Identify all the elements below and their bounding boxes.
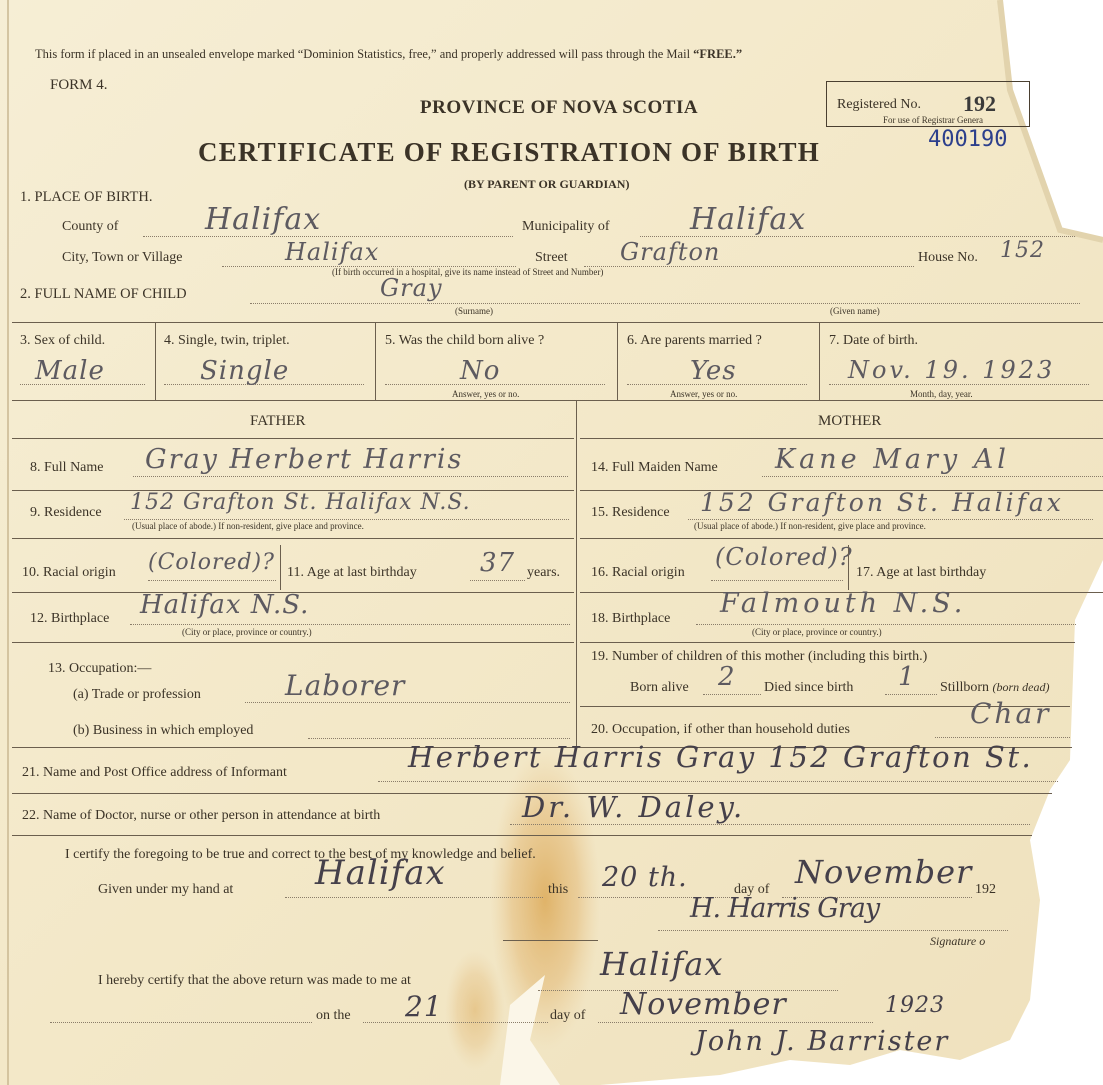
married-caption: Answer, yes or no. (670, 389, 738, 399)
father-name-value: Gray Herbert Harris (145, 444, 464, 475)
province-title: PROVINCE OF NOVA SCOTIA (420, 97, 699, 118)
mother-birthplace-caption: (City or place, province or country.) (752, 627, 882, 637)
this-label: this (548, 882, 569, 897)
married-label: 6. Are parents married ? (627, 333, 762, 348)
stillborn-text: Stillborn (940, 680, 990, 695)
certify-statement: I certify the foregoing to be true and correct to the best of my knowledge and belief. (65, 847, 536, 862)
mother-name-label: 14. Full Maiden Name (591, 460, 718, 475)
alive-caption: Answer, yes or no. (452, 389, 520, 399)
mother-occupation-label: 20. Occupation, if other than household duties (591, 722, 850, 737)
registrar-statement: I hereby certify that the above return was made to me at (98, 973, 411, 988)
given-label: Given under my hand at (98, 882, 234, 897)
mother-race-value: (Colored)? (715, 543, 853, 571)
registrar-note: For use of Registrar Genera (883, 115, 983, 125)
certify-year-prefix: 192 (975, 882, 996, 897)
father-occupation-label: 13. Occupation:— (48, 661, 152, 676)
married-value: Yes (690, 356, 737, 386)
informant-label: 21. Name and Post Office address of Informant (22, 765, 287, 780)
mother-residence-caption: (Usual place of abode.) If non-resident, give place and province. (694, 521, 926, 531)
father-race-value: (Colored)? (148, 550, 275, 575)
father-heading: FATHER (250, 413, 306, 429)
dob-caption: Month, day, year. (910, 389, 973, 399)
doctor-value: Dr. W. Daley. (522, 790, 746, 824)
registered-label: Registered No. (837, 97, 921, 112)
father-residence-caption: (Usual place of abode.) If non-resident, give place and province. (132, 521, 364, 531)
informant-signature: H. Harris Gray (690, 893, 880, 924)
born-alive-label: Born alive (630, 680, 689, 695)
father-trade-label: (a) Trade or profession (73, 687, 201, 702)
mother-race-label: 16. Racial origin (591, 565, 685, 580)
born-alive-value: 2 (718, 662, 736, 692)
registrar-day-of-label: day of (550, 1008, 586, 1023)
registrar-on-the-label: on the (316, 1008, 351, 1023)
dob-label: 7. Date of birth. (829, 333, 919, 348)
notice-text: This form if placed in an unsealed envelope marked “Dominion Statistics, free,” and properly addressed will pass throu (35, 47, 633, 61)
father-age-value: 37 (480, 548, 516, 578)
stamped-number: 400190 (928, 127, 1008, 152)
father-residence-value: 152 Grafton St. Halifax N.S. (130, 490, 471, 515)
form-number: FORM 4. (50, 77, 108, 93)
notice-free: “FREE.” (693, 47, 743, 61)
father-residence-label: 9. Residence (30, 505, 102, 520)
house-label: House No. (918, 250, 978, 265)
street-label: Street (535, 250, 568, 265)
mother-age-label: 17. Age at last birthday (856, 565, 987, 580)
died-label: Died since birth (764, 680, 854, 695)
father-race-label: 10. Racial origin (22, 565, 116, 580)
mother-residence-label: 15. Residence (591, 505, 670, 520)
father-age-label: 11. Age at last birthday (287, 565, 417, 580)
municipality-value: Halifax (690, 202, 807, 237)
died-value: 1 (898, 662, 916, 692)
place-section-label: 1. PLACE OF BIRTH. (20, 189, 153, 205)
certificate-subtitle: (BY PARENT OR GUARDIAN) (464, 177, 630, 191)
stillborn-caption: (born dead) (992, 680, 1050, 694)
dob-value: Nov. 19. 1923 (848, 356, 1056, 384)
alive-label: 5. Was the child born alive ? (385, 333, 545, 348)
plurality-label: 4. Single, twin, triplet. (164, 333, 290, 348)
certificate-title: CERTIFICATE OF REGISTRATION OF BIRTH (198, 137, 820, 167)
father-birthplace-label: 12. Birthplace (30, 611, 110, 626)
father-age-unit: years. (527, 565, 561, 580)
father-birthplace-caption: (City or place, province or country.) (182, 627, 312, 637)
given-name-caption: (Given name) (830, 306, 880, 316)
registered-number: 192 (963, 91, 996, 116)
plurality-value: Single (200, 356, 290, 386)
hospital-note: (If birth occurred in a hospital, give its name instead of Street and Number) (332, 267, 604, 277)
registrar-place-value: Halifax (600, 945, 724, 983)
registrar-day-value: 21 (405, 990, 443, 1023)
notice-text-end: gh the Mail (632, 47, 694, 61)
child-surname: Gray (380, 274, 443, 302)
county-label: County of (62, 219, 119, 234)
certify-day-of-label: day of (734, 882, 770, 897)
doctor-label: 22. Name of Doctor, nurse or other person in attendance at birth (22, 808, 381, 823)
registrar-month-value: November (620, 987, 787, 1022)
sex-value: Male (35, 356, 105, 386)
father-birthplace-value: Halifax N.S. (140, 590, 310, 620)
sex-label: 3. Sex of child. (20, 333, 106, 348)
father-trade-value: Laborer (285, 669, 406, 702)
mother-birthplace-value: Falmouth N.S. (720, 588, 967, 619)
municipality-label: Municipality of (522, 219, 610, 234)
county-value: Halifax (205, 202, 322, 237)
mother-name-value: Kane Mary Al (775, 444, 1010, 475)
father-name-label: 8. Full Name (30, 460, 104, 475)
city-value: Halifax (285, 238, 380, 266)
mother-birthplace-label: 18. Birthplace (591, 611, 671, 626)
informant-value: Herbert Harris Gray 152 Grafton St. (408, 740, 1034, 774)
mother-residence-value: 152 Grafton St. Halifax (700, 488, 1064, 517)
child-name-label: 2. FULL NAME OF CHILD (20, 286, 187, 302)
stillborn-label (940, 681, 1050, 695)
mother-heading: MOTHER (818, 413, 882, 429)
water-stain (445, 950, 505, 1070)
father-business-label: (b) Business in which employed (73, 723, 254, 738)
postal-notice (35, 48, 742, 61)
mother-occupation-value: Char (970, 697, 1052, 730)
city-label: City, Town or Village (62, 250, 183, 265)
registrar-signature: John J. Barrister (695, 1026, 950, 1057)
surname-caption: (Surname) (455, 306, 493, 316)
street-value: Grafton (620, 238, 721, 266)
signature-label: Signature o (930, 934, 986, 948)
house-value: 152 (1000, 238, 1045, 263)
registrar-year-value: 1923 (885, 993, 945, 1018)
certify-month-value: November (795, 853, 973, 891)
alive-value: No (460, 356, 501, 386)
given-place-value: Halifax (315, 853, 446, 893)
certify-day-value: 20 th. (602, 862, 688, 893)
mother-children-label: 19. Number of children of this mother (including this birth.) (591, 649, 928, 664)
